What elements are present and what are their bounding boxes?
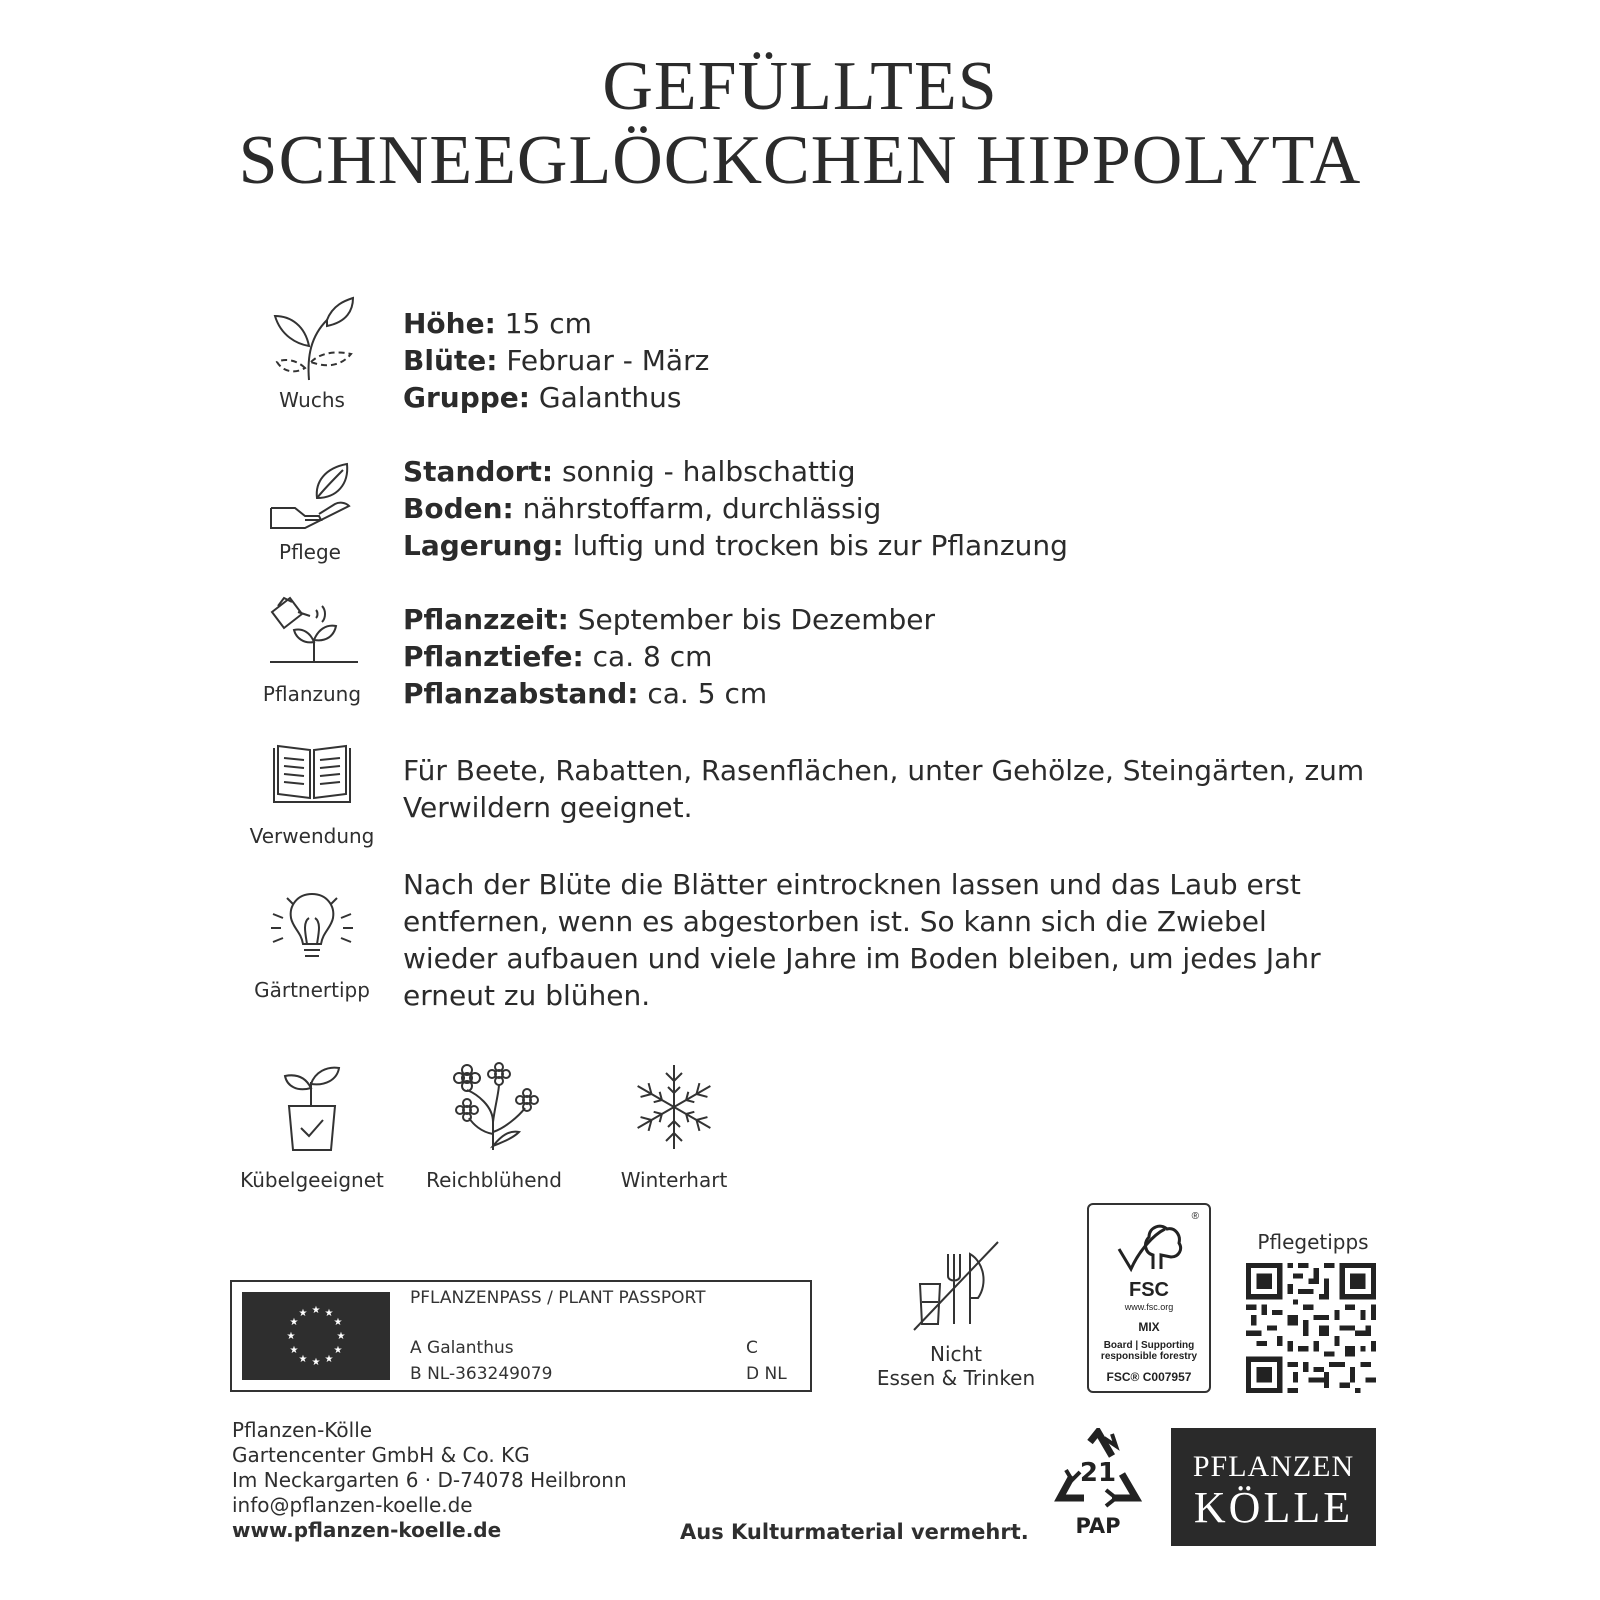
- plant-sprout-icon: [267, 296, 357, 382]
- title-line-1: GEFÜLLTES: [602, 48, 998, 125]
- svg-text:★: ★: [311, 1305, 321, 1316]
- svg-text:★: ★: [336, 1331, 346, 1342]
- address-line-3: Im Neckargarten 6 · D-74078 Heilbronn: [232, 1468, 627, 1492]
- fsc-url: www.fsc.org: [1124, 1302, 1174, 1312]
- info-row-lagerung: Lagerung: luftig und trocken bis zur Pflanzung: [403, 529, 1068, 562]
- svg-text:★: ★: [324, 1354, 334, 1365]
- verwendung-line-1: Für Beete, Rabatten, Rasenflächen, unter Gehölze, Steingärten, zum: [403, 754, 1365, 787]
- tipp-line-1: Nach der Blüte die Blätter eintrocknen lassen und das Laub erst: [403, 868, 1301, 901]
- not-edible-line-2: Essen & Trinken: [876, 1366, 1036, 1390]
- svg-text:★: ★: [298, 1308, 308, 1319]
- fsc-desc-1: Board | Supporting: [1103, 1340, 1195, 1351]
- feature-kuebelgeeignet: [222, 1062, 402, 1192]
- feature-label: Winterhart: [620, 1168, 728, 1192]
- wuchs-info: [403, 305, 1383, 416]
- hand-leaf-icon: [265, 458, 355, 534]
- svg-text:★: ★: [324, 1308, 334, 1319]
- no-food-icon: [906, 1236, 1006, 1336]
- logo-line-2: KÖLLE: [1193, 1483, 1354, 1532]
- tipp-text: [403, 866, 1383, 1014]
- qr-label: Pflegetipps: [1257, 1230, 1369, 1254]
- recycling-number: 21: [1079, 1458, 1117, 1488]
- pflanzung-label: Pflanzung: [262, 682, 362, 706]
- recycling-symbol: [1048, 1428, 1148, 1538]
- info-row-boden: Boden: nährstoffarm, durchlässig: [403, 492, 882, 525]
- info-row-standort: Standort: sonnig - halbschattig: [403, 455, 856, 488]
- verwendung-label: Verwendung: [249, 824, 375, 848]
- snowflake-icon: [629, 1062, 719, 1152]
- svg-text:★: ★: [333, 1317, 343, 1328]
- recycling-code: PAP: [1075, 1514, 1121, 1538]
- fsc-code: FSC® C007957: [1106, 1370, 1192, 1384]
- svg-text:★: ★: [289, 1345, 299, 1356]
- open-book-icon: [270, 742, 354, 808]
- svg-text:★: ★: [311, 1357, 321, 1368]
- fsc-name: FSC: [1129, 1279, 1169, 1301]
- verwendung-line-2: Verwildern geeignet.: [403, 791, 693, 824]
- feature-reichbluehend: [404, 1062, 584, 1192]
- verwendung-text: [403, 752, 1383, 826]
- svg-text:★: ★: [333, 1345, 343, 1356]
- tipp-line-2: entfernen, wenn es abgestorben ist. So kann sich die Zwiebel: [403, 905, 1267, 938]
- tipp-line-3: wieder aufbauen und viele Jahre im Boden bleiben, um jedes Jahr: [403, 942, 1321, 975]
- pot-check-icon: [277, 1062, 347, 1152]
- address-website[interactable]: www.pflanzen-koelle.de: [232, 1518, 502, 1542]
- pflege-icon-cell: [230, 458, 390, 564]
- fsc-mix: MIX: [1138, 1320, 1160, 1334]
- address-line-1: Pflanzen-Kölle: [232, 1418, 373, 1442]
- plant-passport: [230, 1280, 812, 1392]
- company-address: [232, 1418, 627, 1543]
- passport-c: C: [746, 1338, 758, 1358]
- wuchs-icon-cell: [232, 296, 392, 412]
- fsc-badge: [1087, 1203, 1211, 1393]
- logo-line-1: PFLANZEN: [1192, 1450, 1355, 1483]
- fsc-tree-checkmark-icon: [1109, 1215, 1189, 1281]
- tipp-line-4: erneut zu blühen.: [403, 979, 651, 1012]
- svg-text:★: ★: [298, 1354, 308, 1365]
- info-row-gruppe: Gruppe: Galanthus: [403, 381, 682, 414]
- propagation-note: Aus Kulturmaterial vermehrt.: [680, 1520, 1029, 1544]
- passport-b: B NL-363249079: [410, 1364, 553, 1384]
- passport-d: D NL: [746, 1364, 787, 1384]
- qr-block: [1238, 1230, 1388, 1254]
- feature-label: Reichblühend: [426, 1168, 562, 1192]
- info-row-pflanzabstand: Pflanzabstand: ca. 5 cm: [403, 677, 768, 710]
- page-title: [0, 50, 1600, 198]
- not-edible: [866, 1236, 1046, 1390]
- tipp-label: Gärtnertipp: [254, 978, 370, 1002]
- fsc-registered: ®: [1191, 1211, 1199, 1222]
- address-line-2: Gartencenter GmbH & Co. KG: [232, 1443, 530, 1467]
- watering-can-icon: [264, 590, 360, 676]
- pflanzen-koelle-logo: [1171, 1428, 1376, 1546]
- verwendung-icon-cell: [232, 742, 392, 848]
- flowers-icon: [447, 1062, 541, 1152]
- pflege-info: [403, 453, 1383, 564]
- info-row-pflanzzeit: Pflanzzeit: September bis Dezember: [403, 603, 935, 636]
- passport-a: A Galanthus: [410, 1338, 514, 1358]
- title-line-2: SCHNEEGLÖCKCHEN HIPPOLYTA: [238, 122, 1362, 199]
- info-row-hoehe: Höhe: 15 cm: [403, 307, 592, 340]
- feature-label: Kübelgeeignet: [240, 1168, 384, 1192]
- info-row-pflanztiefe: Pflanztiefe: ca. 8 cm: [403, 640, 713, 673]
- not-edible-line-1: Nicht: [929, 1342, 983, 1366]
- pflege-label: Pflege: [279, 540, 341, 564]
- wuchs-label: Wuchs: [279, 388, 345, 412]
- passport-header: PFLANZENPASS / PLANT PASSPORT: [410, 1288, 706, 1308]
- pflanzung-info: [403, 601, 1383, 712]
- svg-text:★: ★: [289, 1317, 299, 1328]
- qr-code-icon[interactable]: [1246, 1263, 1376, 1393]
- svg-text:★: ★: [286, 1331, 296, 1342]
- eu-flag-icon: [242, 1292, 390, 1380]
- fsc-desc-2: responsible forestry: [1100, 1351, 1198, 1362]
- tipp-icon-cell: [232, 888, 392, 1002]
- info-row-bluete: Blüte: Februar - März: [403, 344, 710, 377]
- address-email[interactable]: info@pflanzen-koelle.de: [232, 1493, 473, 1517]
- pflanzung-icon-cell: [232, 590, 392, 706]
- feature-winterhart: [584, 1062, 764, 1192]
- lightbulb-icon: [267, 888, 357, 964]
